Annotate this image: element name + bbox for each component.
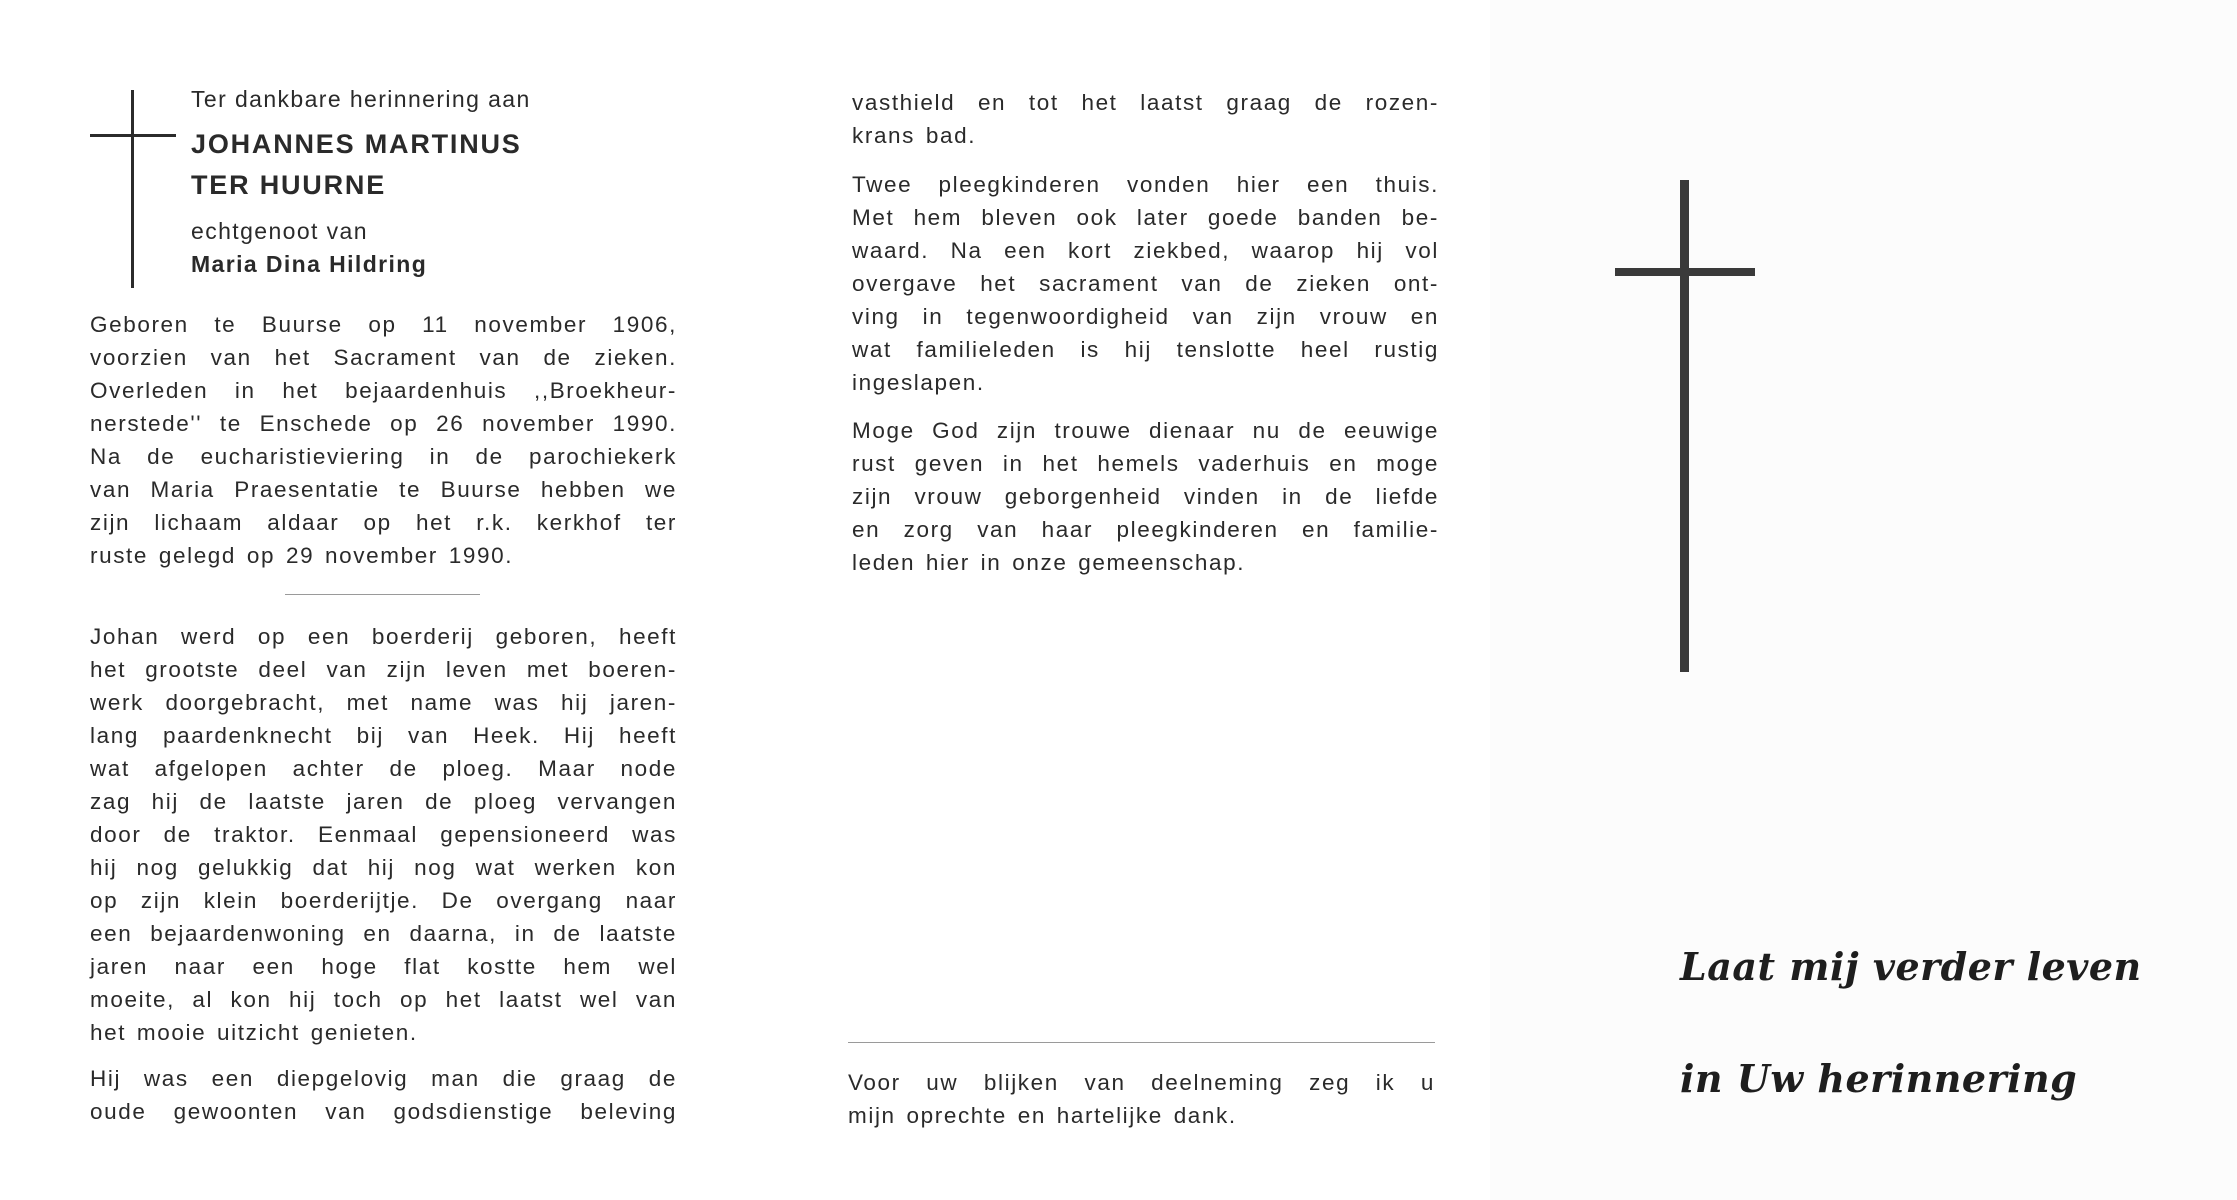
verse-line-2: in Uw herinnering — [1680, 1056, 2078, 1101]
text-line: oude gewoonten van godsdienstige beleving — [90, 1099, 677, 1124]
text-line: nerstede'' te Enschede op 26 november 1990. — [90, 411, 677, 436]
text-line: het grootste deel van zijn leven met boeren- — [90, 657, 677, 682]
text-line: wat familieleden is hij tenslotte heel rustig — [852, 337, 1439, 362]
text-line: zijn lichaam aldaar op het r.k. kerkhof ter — [90, 510, 677, 535]
biography-paragraph-1 — [90, 308, 677, 572]
text-line: jaren naar een hoge flat kostte hem wel — [90, 954, 677, 979]
text-line: op zijn klein boerderijtje. De overgang naar — [90, 888, 677, 913]
text-line: overgave het sacrament van de zieken ont- — [852, 271, 1439, 296]
small-cross-icon — [131, 90, 134, 288]
text-line: en zorg van haar pleegkinderen en familie- — [852, 517, 1439, 542]
biography-paragraph-4 — [852, 86, 1439, 152]
text-line: lang paardenknecht bij van Heek. Hij heeft — [90, 723, 677, 748]
text-line: werk doorgebracht, met name was hij jaren- — [90, 690, 677, 715]
text-line: ruste gelegd op 29 november 1990. — [90, 543, 514, 568]
right-panel — [1490, 0, 2237, 1200]
text-line: ingeslapen. — [852, 370, 985, 395]
text-line: van Maria Praesentatie te Buurse hebben we — [90, 477, 677, 502]
large-cross-icon-bar — [1615, 268, 1755, 276]
prayer-paragraph — [852, 414, 1439, 579]
text-line: moeite, al kon hij toch op het laatst wel van — [90, 987, 677, 1012]
text-line: vasthield en tot het laatst graag de rozen- — [852, 90, 1439, 115]
text-line: waard. Na een kort ziekbed, waarop hij vol — [852, 238, 1439, 263]
text-line: een bejaardenwoning en daarna, in de laatste — [90, 921, 677, 946]
text-line: wat afgelopen achter de ploeg. Maar node — [90, 756, 677, 781]
text-line: mijn oprechte en hartelijke dank. — [848, 1103, 1237, 1128]
spouse-intro: echtgenoot van — [191, 218, 368, 244]
text-line: Met hem bleven ook later goede banden be- — [852, 205, 1439, 230]
text-line: hij nog gelukkig dat hij nog wat werken kon — [90, 855, 677, 880]
thanks-paragraph — [848, 1066, 1435, 1132]
biography-paragraph-2 — [90, 620, 677, 1049]
verse-line-1: Laat mij verder leven — [1680, 944, 2142, 989]
section-divider — [285, 594, 480, 595]
intro-text: Ter dankbare herinnering aan — [191, 86, 531, 112]
small-cross-icon-bar — [90, 134, 176, 137]
large-cross-icon — [1680, 180, 1689, 672]
biography-paragraph-3 — [90, 1062, 677, 1128]
thanks-divider — [848, 1042, 1435, 1043]
text-line: zag hij de laatste jaren de ploeg vervangen — [90, 789, 677, 814]
text-line: rust geven in het hemels vaderhuis en moge — [852, 451, 1439, 476]
deceased-name-line-1: JOHANNES MARTINUS — [191, 129, 522, 159]
text-line: Hij was een diepgelovig man die graag de — [90, 1066, 677, 1091]
text-line: Voor uw blijken van deelneming zeg ik u — [848, 1070, 1435, 1095]
spouse-name: Maria Dina Hildring — [191, 251, 428, 277]
biography-paragraph-5 — [852, 168, 1439, 399]
text-line: Overleden in het bejaardenhuis ,,Broekheur- — [90, 378, 677, 403]
text-line: ving in tegenwoordigheid van zijn vrouw en — [852, 304, 1439, 329]
text-line: zijn vrouw geborgenheid vinden in de liefde — [852, 484, 1439, 509]
text-line: voorzien van het Sacrament van de zieken. — [90, 345, 677, 370]
deceased-name-line-2: TER HUURNE — [191, 170, 387, 200]
text-line: krans bad. — [852, 123, 977, 148]
text-line: Twee pleegkinderen vonden hier een thuis. — [852, 172, 1439, 197]
text-line: Na de eucharistieviering in de parochiekerk — [90, 444, 677, 469]
text-line: Johan werd op een boerderij geboren, heeft — [90, 624, 677, 649]
text-line: Geboren te Buurse op 11 november 1906, — [90, 312, 677, 337]
text-line: Moge God zijn trouwe dienaar nu de eeuwige — [852, 418, 1439, 443]
text-line: door de traktor. Eenmaal gepensioneerd was — [90, 822, 677, 847]
text-line: leden hier in onze gemeenschap. — [852, 550, 1246, 575]
text-line: het mooie uitzicht genieten. — [90, 1020, 418, 1045]
